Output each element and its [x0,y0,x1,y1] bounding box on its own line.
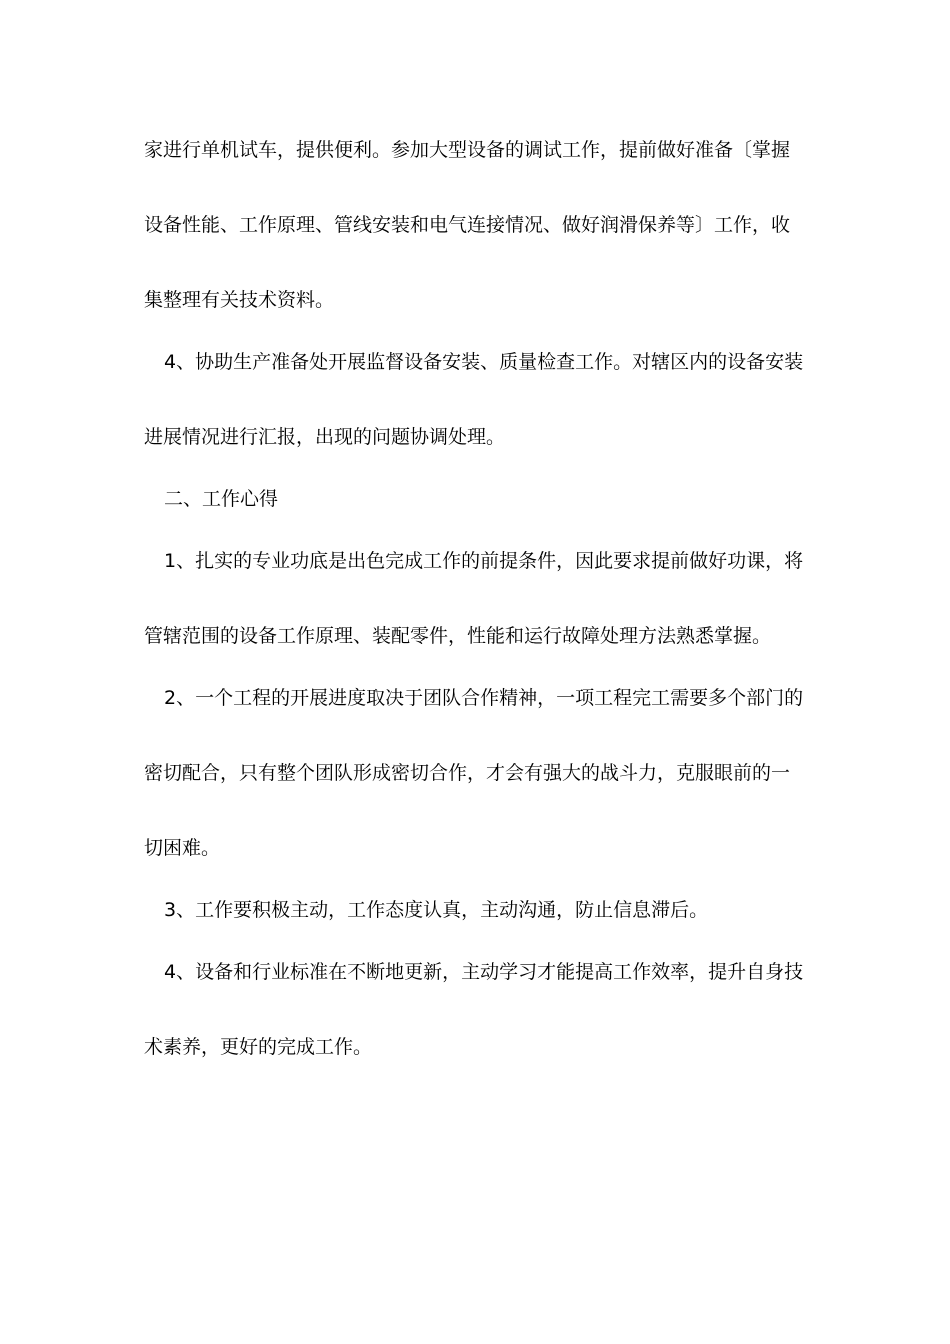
text-line: 4、协助生产准备处开展监督设备安装、质量检查工作。对辖区内的设备安装 [164,351,804,373]
text-line: 4、设备和行业标准在不断地更新，主动学习才能提高工作效率，提升自身技 [164,961,804,983]
text-line: 管辖范围的设备工作原理、装配零件，性能和运行故障处理方法熟悉掌握。 [144,625,772,647]
text-line: 密切配合，只有整个团队形成密切合作，才会有强大的战斗力，克服眼前的一 [144,762,791,784]
text-line: 1、扎实的专业功底是出色完成工作的前提条件，因此要求提前做好功课，将 [164,550,804,572]
text-line: 家进行单机试车，提供便利。参加大型设备的调试工作，提前做好准备〔掌握 [144,139,791,161]
text-line: 2、一个工程的开展进度取决于团队合作精神，一项工程完工需要多个部门的 [164,687,804,709]
text-line: 切困难。 [144,837,221,859]
text-line: 集整理有关技术资料。 [144,289,335,311]
text-line: 3、工作要积极主动，工作态度认真，主动沟通，防止信息滞后。 [164,899,709,921]
text-line: 设备性能、工作原理、管线安装和电气连接情况、做好润滑保养等〕工作，收 [144,214,791,236]
section-heading: 二、工作心得 [164,488,279,510]
text-line: 术素养，更好的完成工作。 [144,1036,373,1058]
text-line: 进展情况进行汇报，出现的问题协调处理。 [144,426,506,448]
